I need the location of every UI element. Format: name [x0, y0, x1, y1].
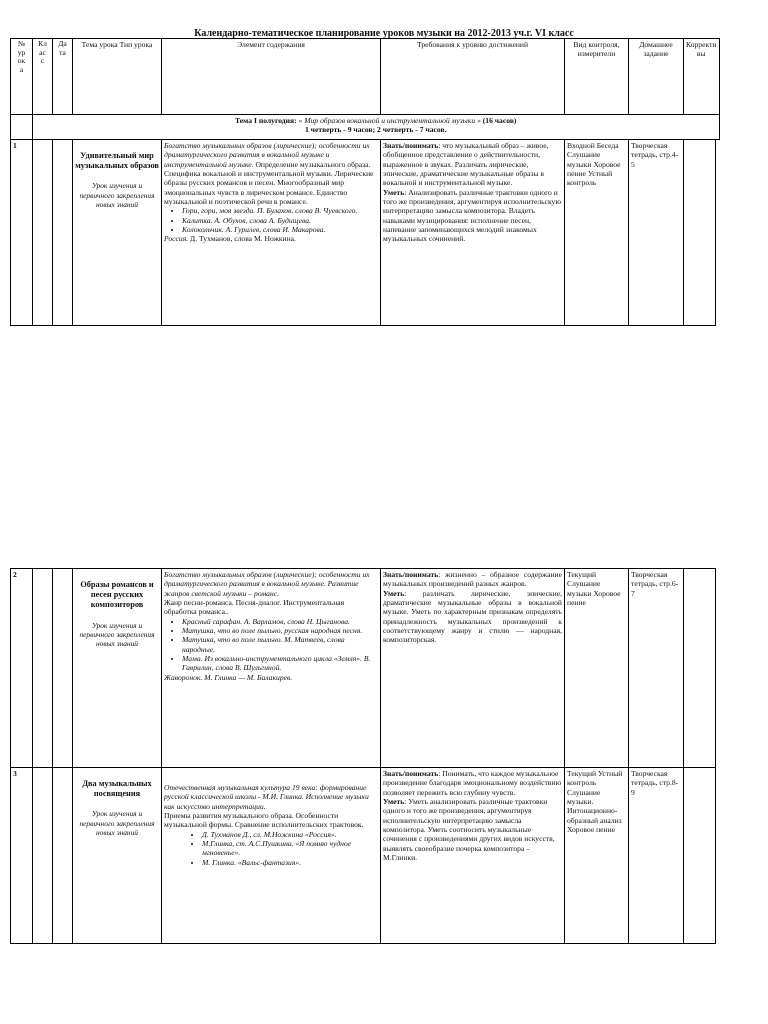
date-cell [53, 140, 73, 326]
req-label-skill: Уметь [383, 588, 405, 598]
header-requirements: Требования к уровню достижений [381, 39, 565, 115]
content-italic: Богатство музыкальных образов (лирические); особенности их драматургического развития в вокальной музыке. Развитие жанров светской музыки – романс. [164, 570, 370, 598]
req-text-know: : Понимать, что каждое музыкальное произведение благодаря эмоциональному воздействию позволяет пережить всю глубину чувств. [383, 769, 562, 797]
song-list [164, 206, 378, 234]
lesson-type: Урок изучения и первичного закрепления новых знаний [79, 620, 155, 648]
header-corrections: Корректи вы [684, 39, 720, 115]
content-cell [162, 768, 381, 944]
lesson-topic: Образы романсов и песен русских композиторов [80, 580, 154, 610]
corrections-cell [684, 569, 716, 768]
plan-table-header [10, 38, 725, 140]
requirements-cell [381, 140, 565, 326]
lesson-type: Урок изучения и первичного закрепления новых знаний [79, 181, 155, 209]
control-cell: Входной Беседа Слушание музыки Хоровое пение Устный контроль [565, 140, 629, 326]
song-item: • Д. Тухманов Д., сл. М.Ножкина «Россия». [202, 830, 378, 839]
lesson-row [11, 140, 721, 326]
date-cell [53, 569, 73, 768]
header-control: Вид контроля, измерители [565, 39, 629, 115]
content-italic: Отечественная музыкальная культура 19 века: формирование русской классической школы - М.И. Глинка. Исполнение музыки как искусство интерпретации. [164, 783, 369, 811]
class-cell [33, 140, 53, 326]
class-cell [33, 569, 53, 768]
header-class: Класс [33, 39, 53, 115]
req-label-know: Знать/понимать [383, 769, 439, 778]
homework-cell: Творческая тетрадь, стр.8-9 [629, 768, 684, 944]
corrections-cell [684, 768, 716, 944]
header-num: № урока [11, 39, 33, 115]
section-heading [33, 115, 720, 140]
section-quarters: 1 четверть - 9 часов; 2 четверть - 7 часов. [304, 125, 447, 135]
content-tail: Д. Тухманов, слова М. Ножкина. [188, 234, 296, 244]
lesson-number: 1 [11, 140, 33, 326]
content-cell [162, 569, 381, 768]
req-text-skill: : Уметь анализировать различные трактовки одного и того же произведения, аргументируя исполнительскую интерпретацию замысла композитора. Уметь соотносить музыкальные сочинения с произведениями других видов искусств, выявлять своеобразие почерка композитора – М.Глинки. [383, 796, 555, 862]
topic-cell [73, 768, 162, 944]
content-italic: Богатство музыкальных образов (лирические); особенности их драматургического развития в вокальной музыке и инструментальной музыке. [164, 141, 370, 169]
control-cell: Текущий Слушание музыки Хоровое пение [565, 569, 629, 768]
content-text: Приемы развития музыкального образа. Особенности музыкальной формы. Сравнение исполнительских трактовок. [164, 810, 364, 830]
header-topic: Тема урока Тип урока [73, 39, 162, 115]
homework-cell: Творческая тетрадь, стр.6-7 [629, 569, 684, 768]
requirements-cell [381, 768, 565, 944]
song-item: • Красный сарафан. А. Варламов, слова Н. Цыганова. [182, 617, 378, 626]
homework-cell: Творческая тетрадь, стр.4-5 [629, 140, 684, 326]
song-list [164, 617, 378, 673]
content-tail-italic: Россия. [164, 234, 189, 244]
song-item: • Колокольчик. А. Гурилев, слова И. Макарова. [182, 225, 378, 234]
header-content: Элемент содержания [162, 39, 381, 115]
req-text-know: : что музыкальный образ – живое, обобщенное представление о действительности, выраженное в звуках. Различать лирические, эпические, драматические музыкальные образы в вокальной и инструментальной музыке. [383, 141, 549, 188]
req-label-know: Знать/понимать [383, 570, 439, 579]
song-item: • М. Глинка. «Вальс-фантазия». [202, 858, 378, 867]
req-text-skill: : Анализировать различные трактовки одного и того же произведения, аргументируя исполнительскую интерпретацию замысла композитора. Владеть навыками музицирования: исполнение песен, напевание запоминающихся мелодий знакомых музыкальных сочинений. [383, 187, 562, 244]
corrections-cell [684, 140, 716, 326]
requirements-cell [381, 569, 565, 768]
song-item: • Матушка, что во поле пыльно, русская народная песня. [182, 626, 378, 635]
topic-cell [73, 569, 162, 768]
header-date: Дата [53, 39, 73, 115]
lesson-table-2 [10, 568, 721, 944]
lesson-row [11, 768, 721, 944]
req-label-know: Знать/понимать [383, 141, 439, 150]
req-text-know: : жизненно – образное содержание музыкальных произведений разных жанров. [383, 570, 562, 589]
lesson-number: 2 [11, 569, 33, 768]
date-cell [53, 768, 73, 944]
content-text: Жанр песни-романса. Песня-диалог. Инструментальная обработка романса.. [164, 597, 345, 617]
lesson-number: 3 [11, 768, 33, 944]
song-item: • Калитка. А. Обухов, слова А. Будищева. [182, 216, 378, 225]
song-item: • Мама. Из вокально-инструментального цикла «Земля». В. Гаврилин, слова В. Шульгиной. [182, 654, 378, 673]
lesson-table-1 [10, 139, 720, 326]
topic-cell [73, 140, 162, 326]
section-label: Тема I полугодия: [235, 116, 297, 125]
content-tail-italic: Жаворонок. М. Глинка — М. Балакирев. [164, 672, 293, 682]
lesson-row [11, 569, 721, 768]
song-list [164, 830, 378, 867]
content-text: Определение музыкального образа. Специфика вокальной и инструментальной музыки. Лирические образы русских романсов и песен. Многообразный мир эмоциональных чувств в лирическом романсе. Единство музыкальной и поэтической речи в романсе. [164, 159, 374, 206]
req-label-skill: Уметь [383, 796, 405, 806]
section-hours: (16 часов) [480, 116, 517, 125]
song-item: • М.Глинка, ст. А.С.Пушкина. «Я помню чудное мгновенье». [202, 839, 378, 858]
control-cell: Текущий Устный контроль Слушание музыки. Интонационно-образный анализ Хоровое пение [565, 768, 629, 944]
lesson-type: Урок изучения и первичного закрепления новых знаний [79, 809, 155, 837]
class-cell [33, 768, 53, 944]
lesson-topic: Удивительный мир музыкальных образов [75, 151, 159, 171]
page-title: Календарно-тематическое планирование уроков музыки на 2012-2013 уч.г. VI класс [194, 28, 574, 39]
content-cell [162, 140, 381, 326]
section-topic: « Мир образов вокальной и инструментальной музыки » [296, 116, 481, 125]
lesson-topic: Два музыкальных посвящения [82, 779, 152, 799]
req-text-skill: : различать лирические, эпические, драматические музыкальные образы в вокальной музыке. Уметь по характерным признакам определять принадлежность музыкальных произведений к соответствующему жанру и стилю — народная, композиторская. [383, 588, 562, 645]
song-item: • Матушка, что во поле пыльно. М. Матвеев, слова народные. [182, 635, 378, 654]
song-item: • Гори, гори, моя звезда. П. Булахов, слова В. Чуевского. [182, 206, 378, 215]
header-homework: Домашнее задание [629, 39, 684, 115]
req-label-skill: Уметь [383, 187, 405, 197]
